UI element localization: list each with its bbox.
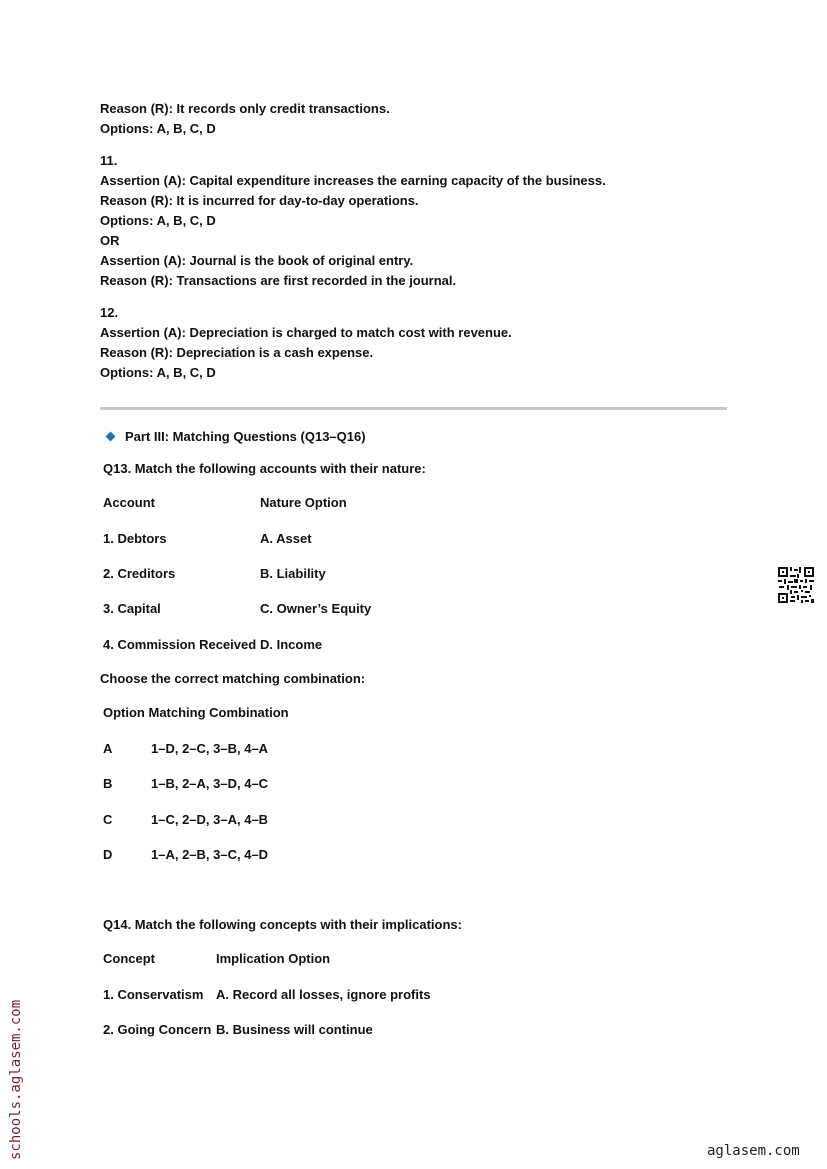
footer-watermark: aglasem.com xyxy=(707,1143,800,1159)
q12-assertion: Assertion (A): Depreciation is charged to match cost with revenue. xyxy=(100,325,512,340)
q13-row4-nature: D. Income xyxy=(260,637,323,652)
q11-alt-assertion: Assertion (A): Journal is the book of original entry. xyxy=(100,253,414,268)
blue-diamond-icon xyxy=(106,432,116,442)
q13-option-a-label: A xyxy=(103,741,113,756)
q11-assertion: Assertion (A): Capital expenditure increases the earning capacity of the business. xyxy=(100,173,606,188)
q14-row2-concept: 2. Going Concern xyxy=(103,1022,212,1037)
q13-option-c-combo: 1–C, 2–D, 3–A, 4–B xyxy=(151,812,269,827)
q13-row3-nature: C. Owner’s Equity xyxy=(260,601,372,616)
q13-option-d-label: D xyxy=(103,847,113,862)
q10-options: Options: A, B, C, D xyxy=(100,121,216,136)
q13-option-d-combo: 1–A, 2–B, 3–C, 4–D xyxy=(151,847,269,862)
q14-row2-implication: B. Business will continue xyxy=(216,1022,373,1037)
q11-alt-reason: Reason (R): Transactions are first recorded in the journal. xyxy=(100,273,457,288)
q13-title: Q13. Match the following accounts with their nature: xyxy=(103,461,426,476)
q13-choose: Choose the correct matching combination: xyxy=(100,671,366,686)
q12-options: Options: A, B, C, D xyxy=(100,365,216,380)
q10-reason: Reason (R): It records only credit transactions. xyxy=(100,101,390,116)
q14-header-implication: Implication Option xyxy=(216,951,331,966)
section-divider xyxy=(100,407,727,410)
q13-row3-account: 3. Capital xyxy=(103,601,161,616)
q13-option-c-label: C xyxy=(103,812,113,827)
q13-row4-account: 4. Commission Received xyxy=(103,637,257,652)
q13-header-nature: Nature Option xyxy=(260,495,347,510)
part3-heading: Part III: Matching Questions (Q13–Q16) xyxy=(125,429,366,444)
q13-option-b-combo: 1–B, 2–A, 3–D, 4–C xyxy=(151,776,269,791)
q13-row2-nature: B. Liability xyxy=(260,566,326,581)
q14-header-concept: Concept xyxy=(103,951,155,966)
q12-number: 12. xyxy=(100,305,119,320)
q12-reason: Reason (R): Depreciation is a cash expense. xyxy=(100,345,374,360)
q13-row1-account: 1. Debtors xyxy=(103,531,167,546)
q11-reason: Reason (R): It is incurred for day-to-day operations. xyxy=(100,193,419,208)
q11-options: Options: A, B, C, D xyxy=(100,213,216,228)
q13-row2-account: 2. Creditors xyxy=(103,566,176,581)
q13-option-b-label: B xyxy=(103,776,113,791)
q13-header-account: Account xyxy=(103,495,155,510)
q11-number: 11. xyxy=(100,153,118,168)
q13-option-header: Option Matching Combination xyxy=(103,705,289,720)
q13-option-a-combo: 1–D, 2–C, 3–B, 4–A xyxy=(151,741,269,756)
q13-row1-nature: A. Asset xyxy=(260,531,312,546)
qr-code-icon xyxy=(777,566,815,604)
q14-row1-implication: A. Record all losses, ignore profits xyxy=(216,987,431,1002)
q14-row1-concept: 1. Conservatism xyxy=(103,987,204,1002)
q14-title: Q14. Match the following concepts with their implications: xyxy=(103,917,462,932)
side-watermark: schools.aglasem.com xyxy=(8,999,24,1160)
q11-or: OR xyxy=(100,233,120,248)
